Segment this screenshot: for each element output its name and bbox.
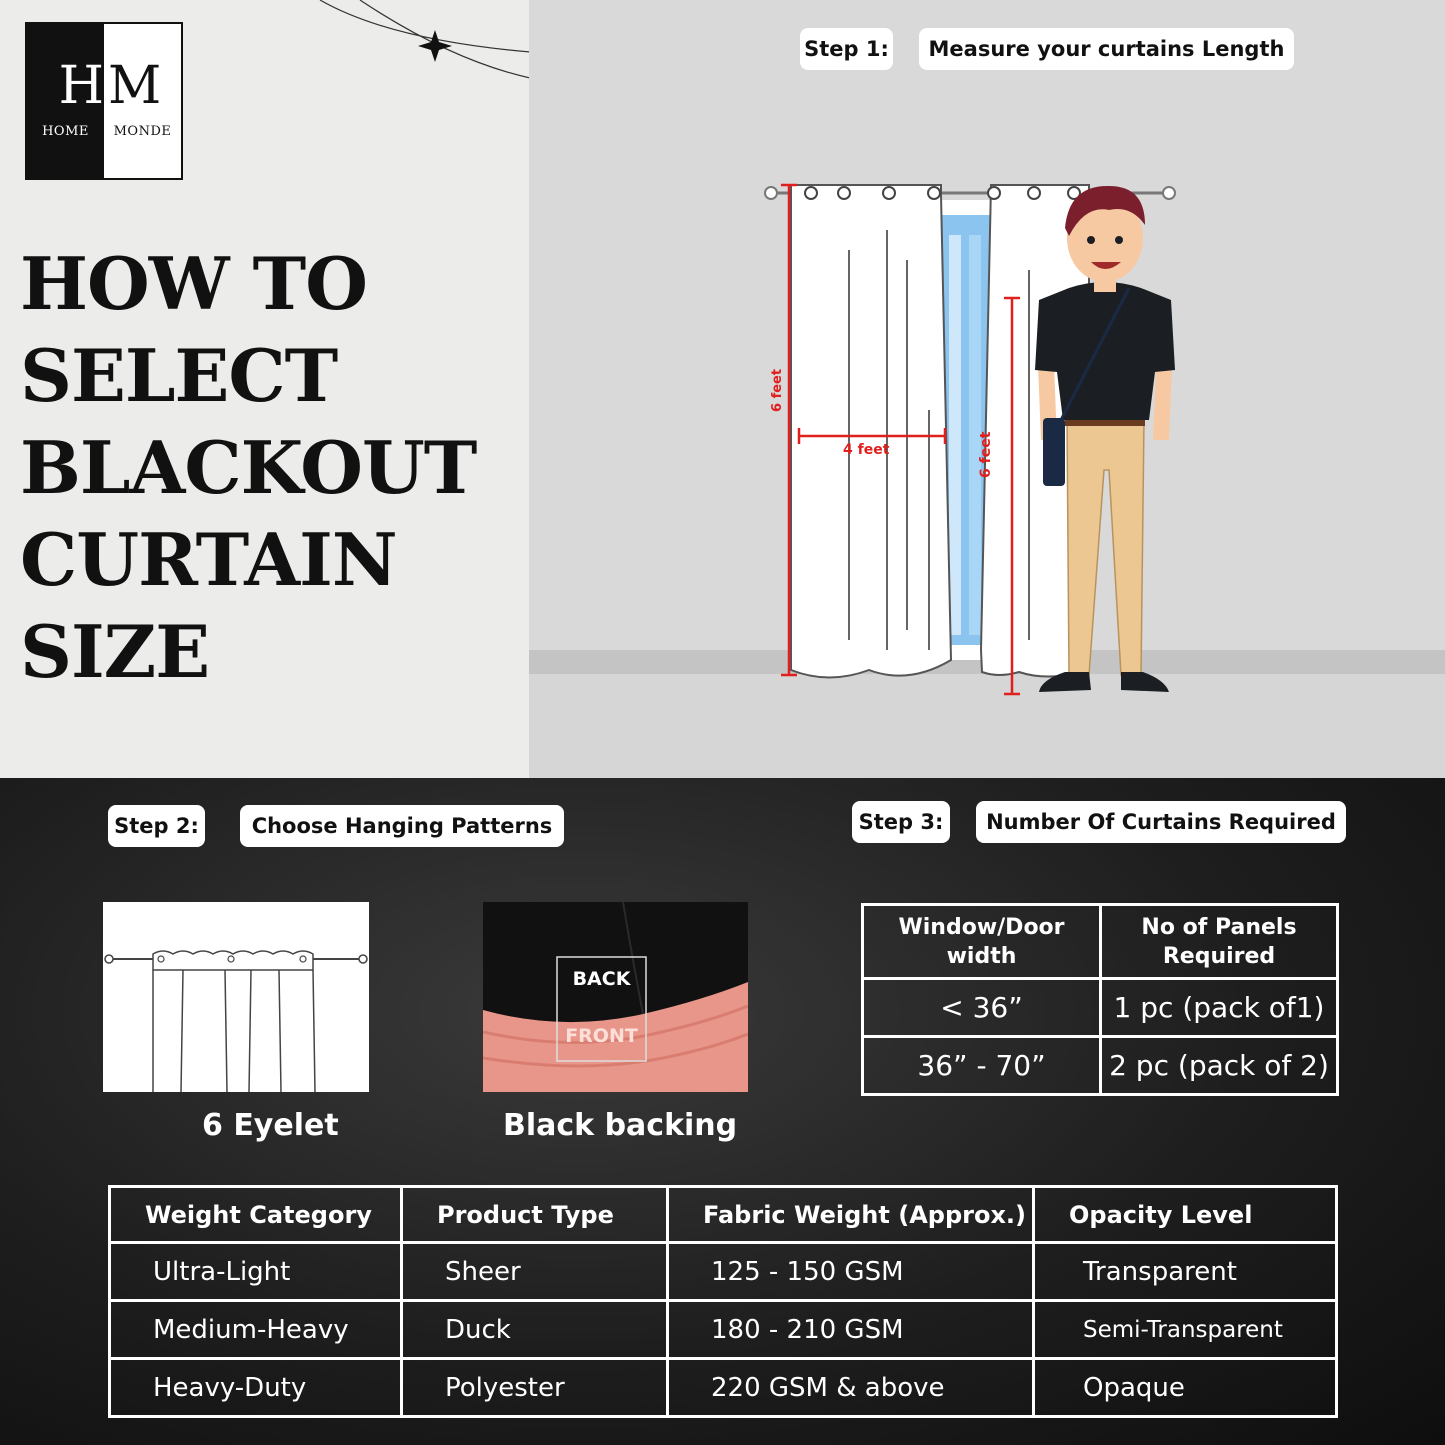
decorative-lines: [300, 0, 529, 80]
table-header-cell: Product Type: [402, 1187, 668, 1243]
pack-value: (pack of 2): [1177, 1049, 1329, 1082]
weight-table: [108, 1185, 1338, 1418]
table-cell: 220 GSM & above: [668, 1359, 1034, 1417]
table-cell: Medium-Heavy: [110, 1301, 402, 1359]
logo-left-half: [27, 24, 104, 178]
title-line: BLACKOUT: [20, 425, 477, 510]
logo-word-right: MONDE: [113, 124, 172, 139]
table-row: [863, 979, 1338, 1037]
step2-label: Step 2:: [108, 805, 205, 847]
backing-caption: Black backing: [503, 1108, 738, 1143]
count-cell: [1101, 979, 1338, 1037]
table-cell: Ultra-Light: [110, 1243, 402, 1301]
title-line: HOW TO: [20, 241, 367, 326]
count-value: 1 pc: [1113, 991, 1174, 1024]
panels-table: [861, 903, 1339, 1096]
eyelet-image: [103, 902, 369, 1092]
sparkle-icon: [418, 30, 452, 62]
table-cell: Heavy-Duty: [110, 1359, 402, 1417]
table-header-row: [863, 905, 1338, 979]
table-row: [110, 1301, 1337, 1359]
eyelet-caption: 6 Eyelet: [202, 1108, 339, 1143]
width-cell: < 36”: [863, 979, 1101, 1037]
measure-label-height-right: 6 feet: [978, 431, 994, 478]
title-line: SELECT: [20, 333, 338, 418]
measurement-illustration: [529, 0, 1445, 778]
step1-panel: [529, 0, 1445, 778]
measure-label-width: 4 feet: [843, 442, 890, 458]
table-row: [110, 1359, 1337, 1417]
logo-letter-left: H: [58, 56, 104, 116]
step1-label: Step 1:: [800, 28, 893, 70]
logo-letter-right: M: [108, 56, 162, 116]
curtain-left: [791, 185, 951, 678]
title-line: CURTAIN: [20, 517, 397, 602]
logo-right-half: [104, 24, 181, 178]
page-title: [20, 238, 520, 698]
table-cell: Sheer: [402, 1243, 668, 1301]
table-cell: Opaque: [1034, 1359, 1337, 1417]
table-header-cell: Opacity Level: [1034, 1187, 1337, 1243]
intro-panel: [0, 0, 529, 778]
backing-fabric-drawing: [483, 902, 748, 1092]
logo-word-left: HOME: [42, 124, 89, 139]
width-cell: 36” - 70”: [863, 1037, 1101, 1095]
steps-panel: [0, 778, 1445, 1445]
step3-label: Step 3:: [852, 801, 950, 843]
eyelet-curtain-drawing: [103, 902, 369, 1092]
step3-title: Number Of Curtains Required: [976, 801, 1346, 843]
count-cell: [1101, 1037, 1338, 1095]
table-cell: Semi-Transparent: [1034, 1301, 1337, 1359]
table-header-cell: Fabric Weight (Approx.): [668, 1187, 1034, 1243]
count-value: 2 pc: [1109, 1049, 1169, 1082]
front-label: FRONT: [565, 1025, 638, 1047]
table-cell: 125 - 150 GSM: [668, 1243, 1034, 1301]
table-header-cell: Window/Door width: [863, 905, 1101, 979]
brand-logo: [25, 22, 183, 180]
measure-label-height-left: 6 feet: [770, 368, 785, 412]
table-header-cell: No of Panels Required: [1101, 905, 1338, 979]
title-line: SIZE: [20, 609, 210, 694]
table-cell: 180 - 210 GSM: [668, 1301, 1034, 1359]
backing-image: [483, 902, 748, 1092]
table-header-row: [110, 1187, 1337, 1243]
step1-title: Measure your curtains Length: [919, 28, 1294, 70]
step2-title: Choose Hanging Patterns: [240, 805, 564, 847]
pack-value: (pack of1): [1182, 991, 1325, 1024]
back-label: BACK: [572, 968, 631, 990]
table-cell: Transparent: [1034, 1243, 1337, 1301]
table-cell: Polyester: [402, 1359, 668, 1417]
table-cell: Duck: [402, 1301, 668, 1359]
table-header-cell: Weight Category: [110, 1187, 402, 1243]
table-row: [863, 1037, 1338, 1095]
table-row: [110, 1243, 1337, 1301]
